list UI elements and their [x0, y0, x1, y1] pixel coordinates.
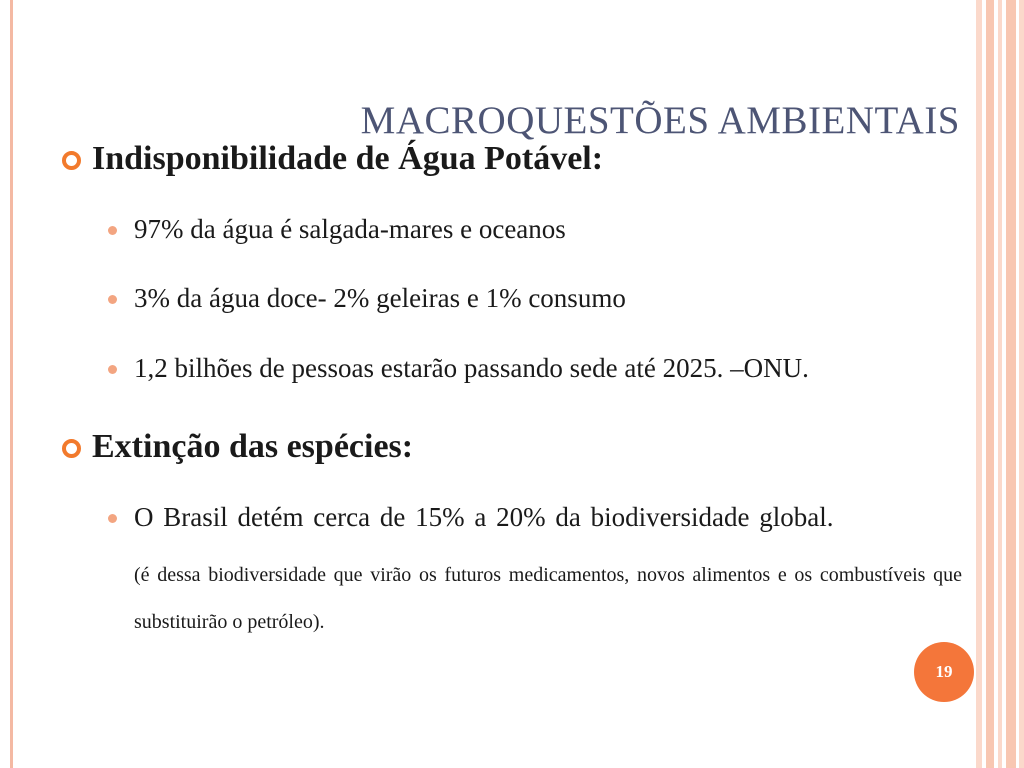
list-item-text: 97% da água é salgada-mares e oceanos: [134, 214, 566, 244]
slide-title: MACROQUESTÕES AMBIENTAIS: [360, 99, 960, 143]
ring-bullet-icon: [62, 439, 81, 458]
dot-bullet-icon: [108, 514, 117, 523]
page-number-badge: 19: [914, 642, 974, 702]
list-item-text: 1,2 bilhões de pessoas estarão passando sede até 2025. –ONU.: [134, 353, 809, 383]
list-item: [108, 353, 809, 384]
list-item: [108, 502, 834, 533]
list-item: [108, 283, 626, 314]
section-heading-water: [62, 140, 603, 178]
dot-bullet-icon: [108, 226, 117, 235]
list-item-text: 3% da água doce- 2% geleiras e 1% consumo: [134, 283, 626, 313]
dot-bullet-icon: [108, 295, 117, 304]
section-heading-label: Indisponibilidade de Água Potável:: [92, 140, 604, 177]
section-heading-label: Extinção das espécies:: [92, 428, 414, 465]
list-item-text: O Brasil detém cerca de 15% a 20% da biodiversidade global.: [134, 502, 834, 532]
biodiversity-note: (é dessa biodiversidade que virão os futuros medicamentos, novos alimentos e os combustíveis que substituirão o petróleo).: [134, 564, 962, 633]
dot-bullet-icon: [108, 365, 117, 374]
ring-bullet-icon: [62, 151, 81, 170]
left-border-line: [10, 0, 13, 768]
list-item: [108, 214, 566, 245]
section-heading-species: [62, 428, 413, 466]
decorative-stripes: [976, 0, 1024, 768]
